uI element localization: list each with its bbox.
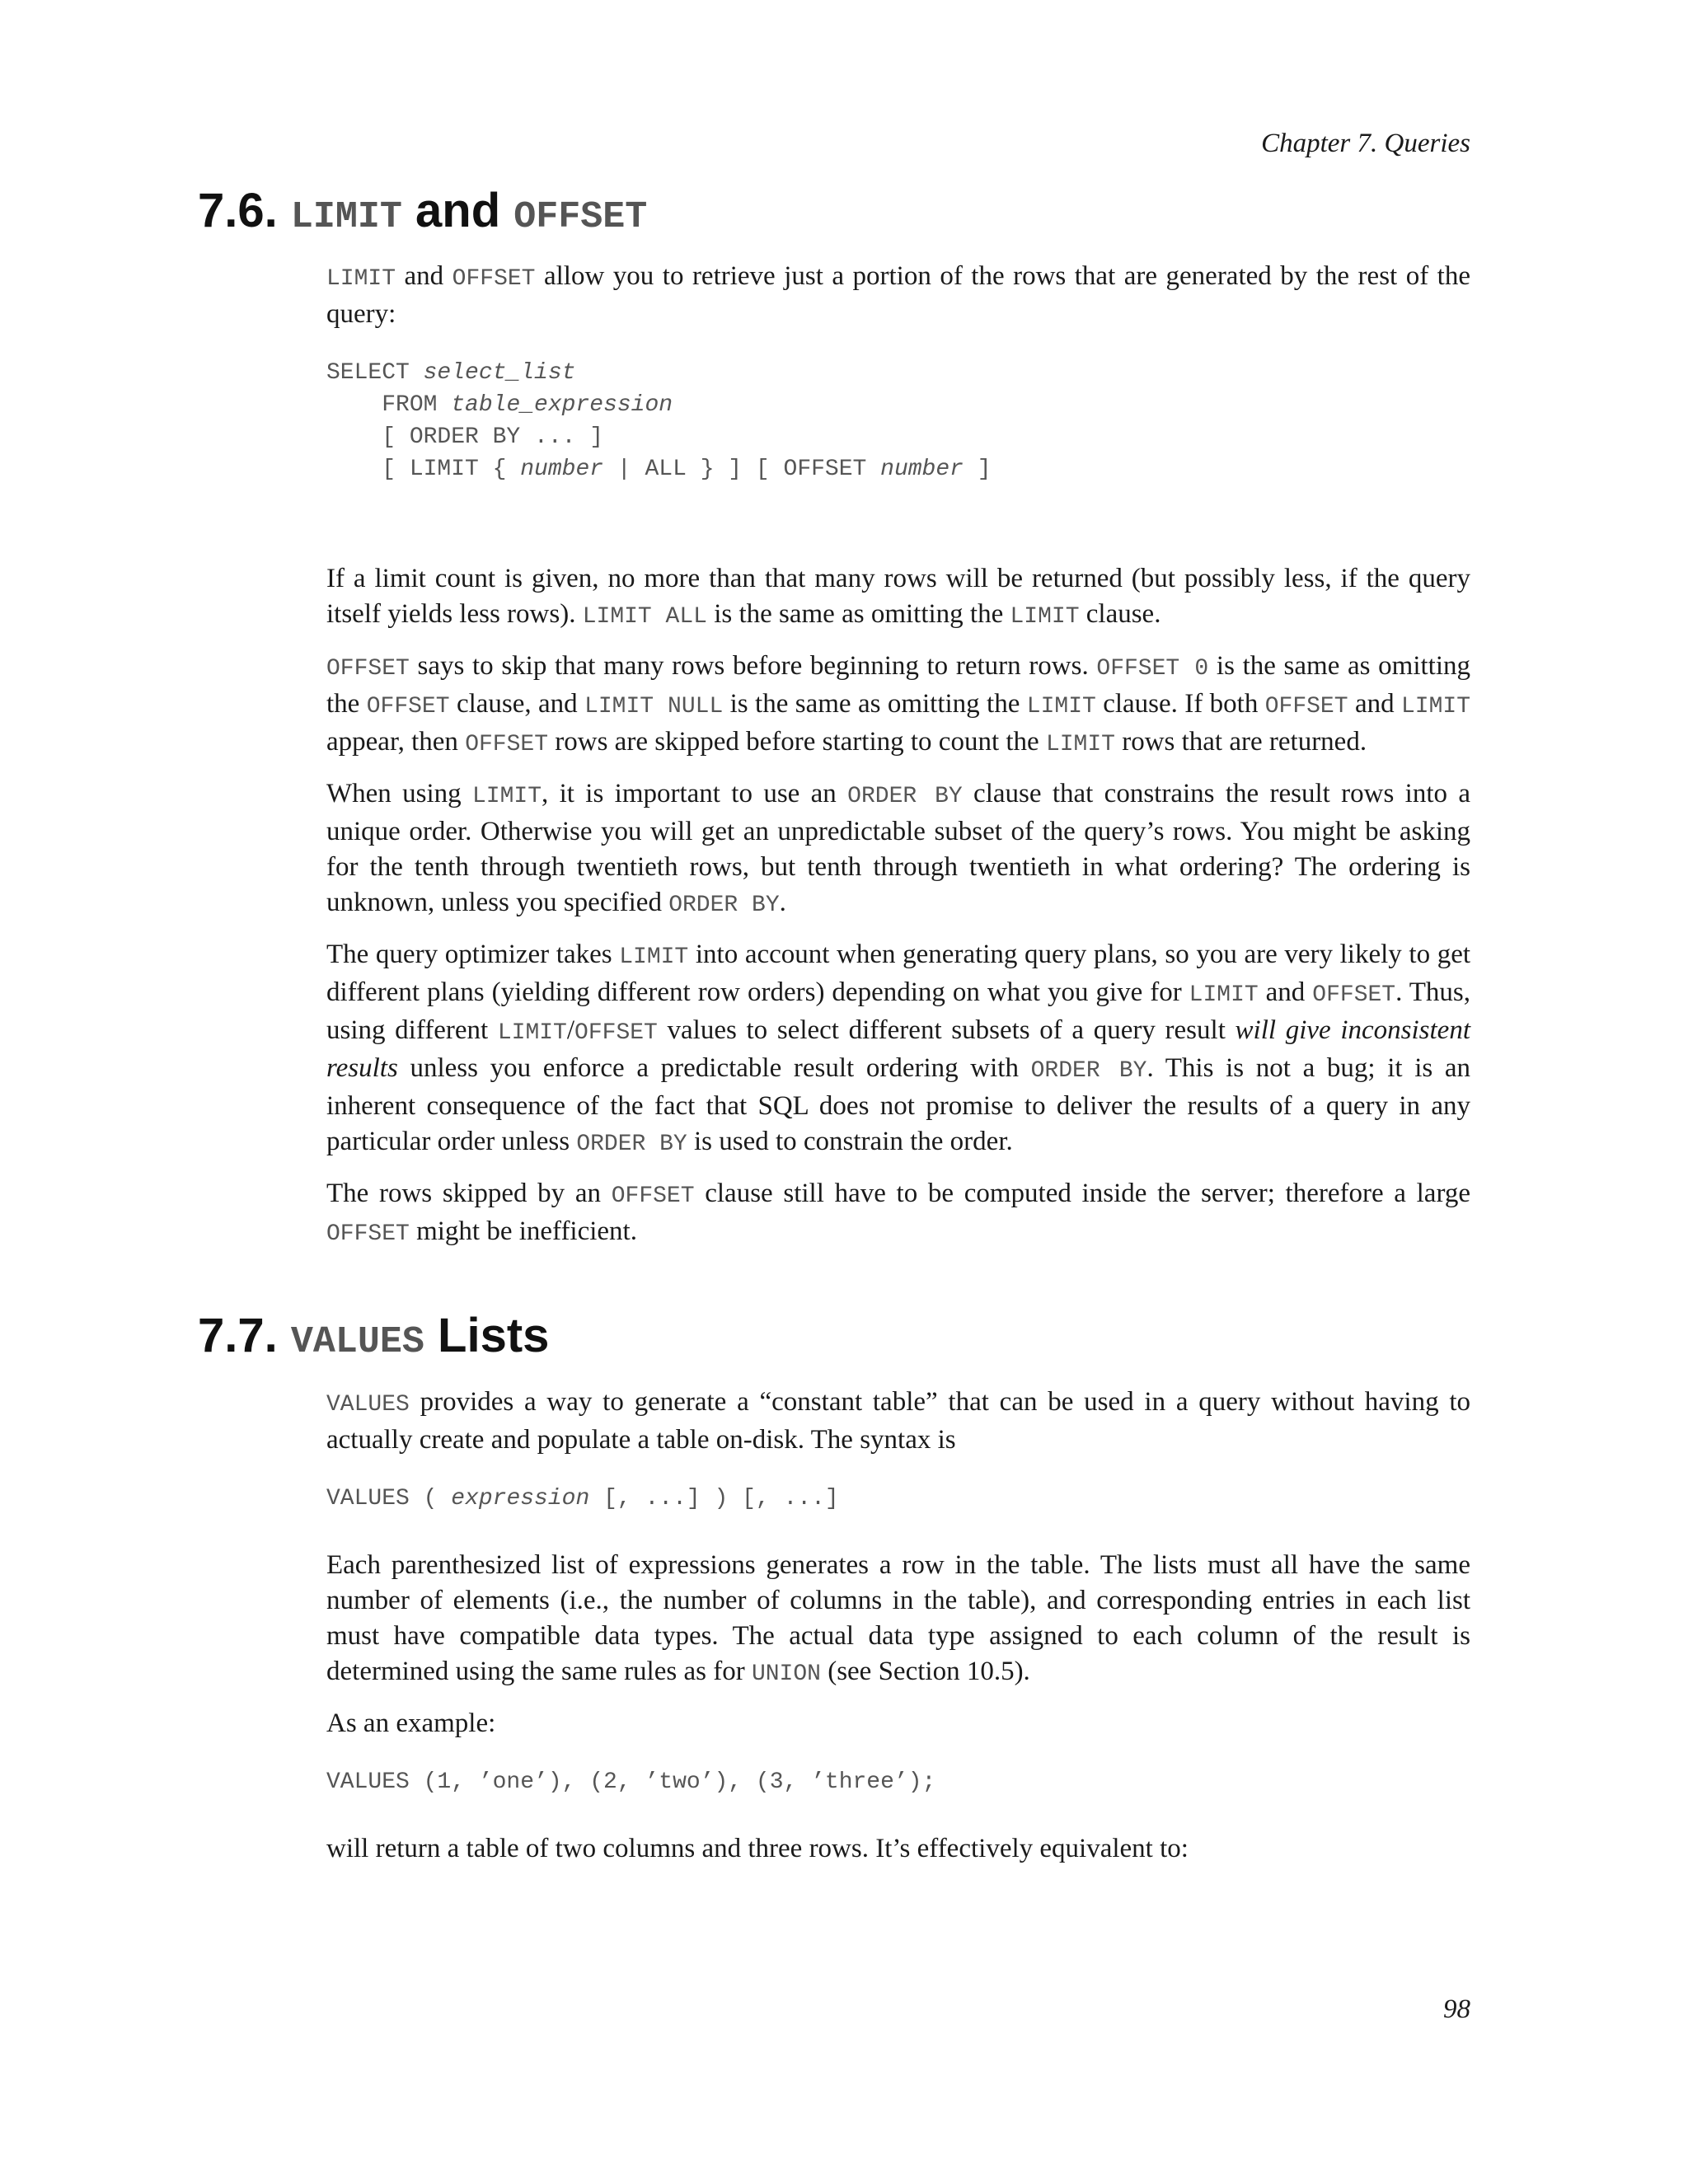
heading-code: VALUES: [290, 1321, 424, 1363]
heading-word: and: [415, 184, 501, 237]
paragraph: If a limit count is given, no more than that many rows will be returned (but possibly less, if the query itself yields less rows). LIMIT ALL is the same as omitting the LIMIT clause.: [326, 564, 1470, 630]
heading-word: Lists: [438, 1309, 550, 1362]
paragraph: When using LIMIT, it is important to use an ORDER BY clause that constrains the result rows into a unique order. Otherwise you will get an unpredictable subset of the query’s rows. You might be asking for the tenth through twentieth rows, but tenth through twentieth in what ordering? The ordering is unknown, unless you specified ORDER BY.: [326, 779, 1470, 918]
page-number: 98: [1443, 1994, 1470, 2024]
section-heading-7-7: [198, 1308, 549, 1363]
section-body-7-6: [326, 259, 1470, 1266]
paragraph: VALUES provides a way to generate a “constant table” that can be used in a query without having to actually create and populate a table on-disk. The syntax is: [326, 1387, 1470, 1455]
section-number: 7.6.: [198, 184, 278, 237]
section-number: 7.7.: [198, 1309, 278, 1362]
running-header: Chapter 7. Queries: [1261, 129, 1470, 158]
heading-code: LIMIT: [290, 196, 402, 238]
paragraph: will return a table of two columns and three rows. It’s effectively equivalent to:: [326, 1834, 1189, 1863]
section-heading-7-6: [198, 183, 647, 238]
heading-code: OFFSET: [513, 196, 648, 238]
syntax-block: VALUES ( expression [, ...] ) [, ...]: [326, 1486, 839, 1511]
paragraph: OFFSET says to skip that many rows before beginning to return rows. OFFSET 0 is the same as omitting the OFFSET clause, and LIMIT NULL is the same as omitting the LIMIT clause. If both OFFSET and LIMIT appear, then OFFSET rows are skipped before starting to count the LIMIT rows that are returned.: [326, 651, 1471, 757]
code-example: VALUES (1, ’one’), (2, ’two’), (3, ’three’);: [326, 1769, 936, 1795]
paragraph: The rows skipped by an OFFSET clause still have to be computed inside the server; therefore a large OFFSET might be inefficient.: [326, 1179, 1470, 1247]
paragraph: As an example:: [326, 1708, 496, 1738]
section-body-7-7: [326, 1385, 1470, 1881]
paragraph: LIMIT and OFFSET allow you to retrieve just a portion of the rows that are generated by the rest of the query:: [326, 261, 1470, 329]
paragraph: Each parenthesized list of expressions generates a row in the table. The lists must all have the same number of elements (i.e., the number of columns in the table), and corresponding entries in each list must have compatible data types. The actual data type assigned to each column of the result is determined using the same rules as for UNION (see Section 10.5).: [326, 1550, 1470, 1687]
syntax-block: SELECT select_list FROM table_expression [ ORDER BY ... ] [ LIMIT { number | ALL } ] [ OFFSET number ]: [326, 360, 992, 482]
paragraph: The query optimizer takes LIMIT into account when generating query plans, so you are very likely to get different plans (yielding different row orders) depending on what you give for LIMIT and OFFSET. Thus, using different LIMIT/OFFSET values to select different subsets of a query result will give inconsistent results unless you enforce a predictable result ordering with ORDER BY. This is not a bug; it is an inherent consequence of the fact that SQL does not promise to deliver the results of a query in any particular order unless ORDER BY is used to constrain the order.: [326, 940, 1471, 1157]
